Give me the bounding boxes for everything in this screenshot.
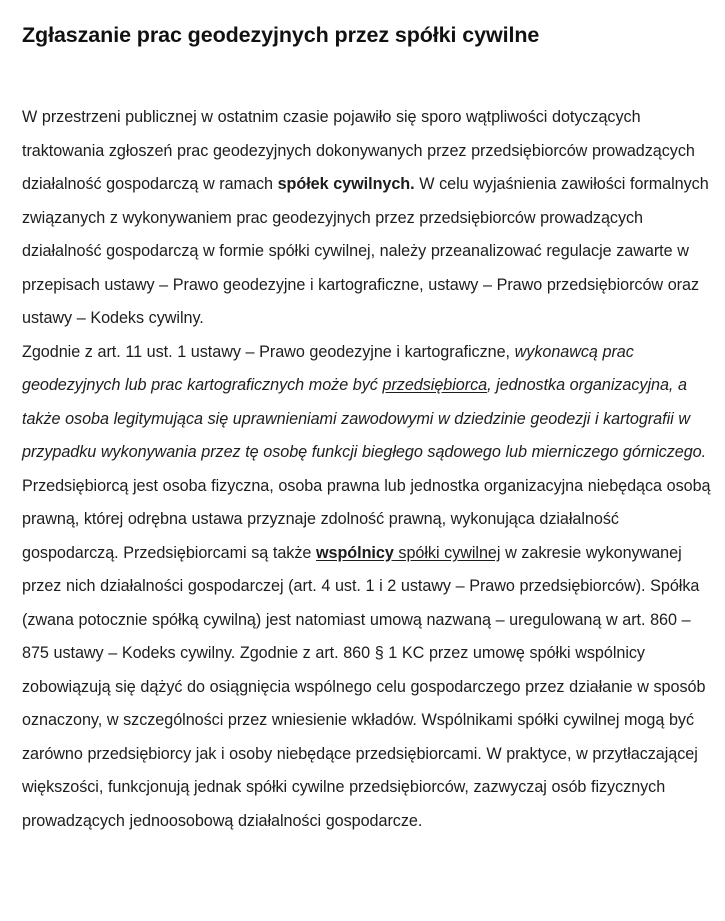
paragraph-intro [22,101,712,336]
text-run: W przestrzeni publicznej w ostatnim czasie pojawiło się sporo wątpliwości dotyczących traktowania zgłoszeń prac geodezyjnych dokonywanych przez przedsiębiorców prowadzących działalność gospodarczą w ramach [22,108,695,193]
text-run: w zakresie wykonywanej przez nich działalności gospodarczej (art. 4 ust. 1 i 2 ustawy – Prawo przedsiębiorców). Spółka (zwana potocznie spółką cywilną) jest natomiast umową nazwaną – uregulowaną w art. 860 – 875 ustawy – Kodeks cywilny. Zgodnie z art. 860 § 1 KC przez umowę spółki wspólnicy zobowiązują się dążyć do osiągnięcia wspólnego celu gospodarczego przez działanie w sposób oznaczony, w szczególności przez wniesienie wkładów. Wspólnikami spółki cywilnej mogą być zarówno przedsiębiorcy jak i osoby niebędące przedsiębiorcami. W praktyce, w przytłaczającej większości, funkcjonują jednak spółki cywilne przedsiębiorców, zazwyczaj osób fizycznych prowadzących jednoosobową działalności gospodarcze. [22,543,706,830]
text-run: Zgodnie z art. 11 ust. 1 ustawy – Prawo geodezyjne i kartograficzne, [22,342,515,361]
italic-underlined-text-run: przedsiębiorca [382,376,488,394]
paragraph-art-11 [22,336,712,470]
italic-text-run: , jednostka organizacyjna, a także osoba legitymująca się uprawnieniami zawodowymi w dziedzinie geodezji i kartografii w przypadku wykonywania przez tę osobę funkcji biegłego sądowego lub mierniczego górniczego. [22,376,707,461]
bold-text-run: spółek cywilnych. [277,175,415,193]
italic-text-run: wykonawcą prac geodezyjnych lub prac kartograficznych może być [22,342,634,394]
paragraph-przedsiebiorca [22,470,712,839]
underlined-text-run: spółki cywilnej [393,543,501,562]
document-body [22,101,712,838]
bold-underlined-text-run: wspólnicy [315,543,394,562]
text-run: W celu wyjaśnienia zawiłości formalnych związanych z wykonywaniem prac geodezyjnych przez przedsiębiorców prowadzących działalność gospodarczą w formie spółki cywilnej, należy przeanalizować regulacje zawarte w przepisach ustawy – Prawo geodezyjne i kartograficzne, ustawy – Prawo przedsiębiorców oraz ustawy – Kodeks cywilny. [22,175,709,327]
page-title: Zgłaszanie prac geodezyjnych przez spółki cywilne [22,23,540,47]
text-run: Przedsiębiorcą jest osoba fizyczna, osoba prawna lub jednostka organizacyjna niebędąca osobą prawną, której odrębna ustawa przyznaje zdolność prawną, wykonująca działalność gospodarczą. Przedsiębiorcami są także [22,476,711,562]
